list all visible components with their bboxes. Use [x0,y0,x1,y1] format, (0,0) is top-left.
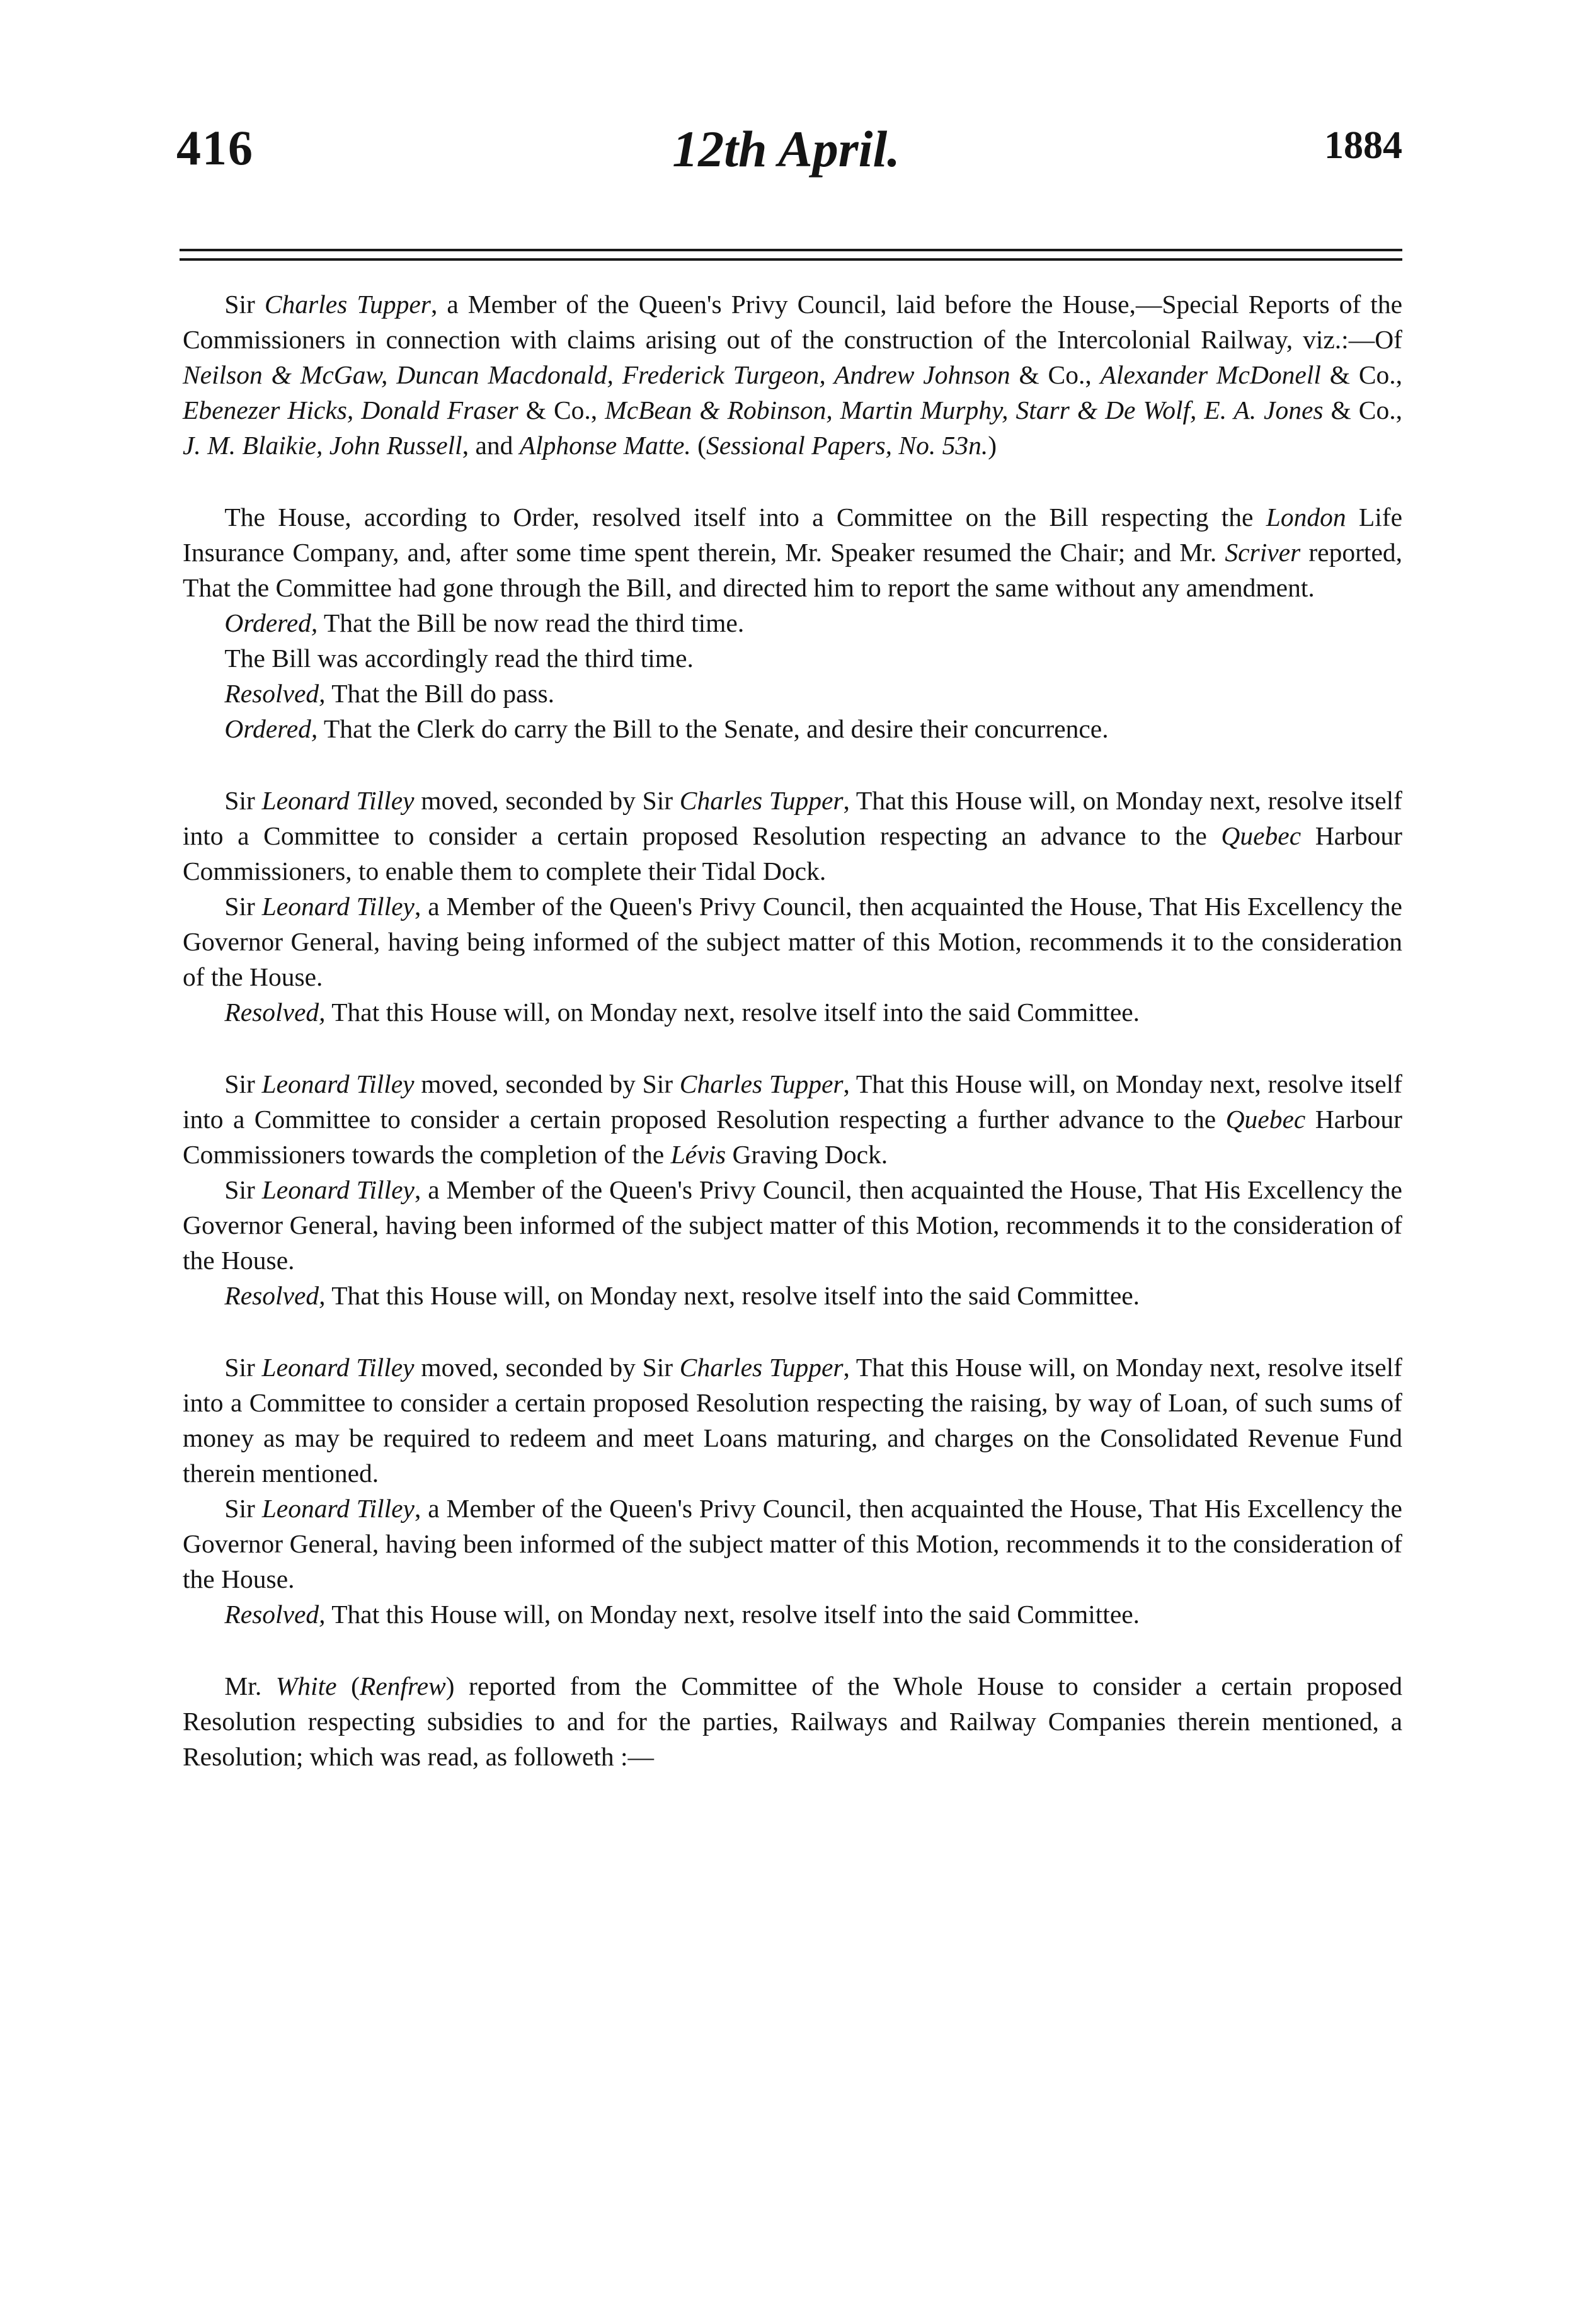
paragraph-motion-tidal-dock: Sir Leonard Tilley moved, seconded by Sir Charles Tupper, That this House will, on Monday next, resolve itself into a Committee to consider a certain proposed Resolution respecting an advance to the Quebec Harbour Commissioners, to enable them to complete their Tidal Dock. [183,786,1402,886]
paragraph-ordered-third-reading: Ordered, That the Bill be now read the third time. [224,608,745,637]
paragraph-motion-graving-dock: Sir Leonard Tilley moved, seconded by Sir Charles Tupper, That this House will, on Monday next, resolve itself into a Committee to consider a certain proposed Resolution respecting a further advance to the Quebec Harbour Commissioners towards the completion of the Lévis Graving Dock. [183,1069,1402,1169]
page-date: 12th April. [672,120,900,178]
header-rule-top [180,249,1402,251]
page-number: 416 [176,120,254,175]
paragraph-sessional-papers: Sir Charles Tupper, a Member of the Queen's Privy Council, laid before the House,—Special Reports of the Commissioners in connection with claims arising out of the construction of the Intercolonial Railway, viz.:—Of Neilson & McGaw, Duncan Macdonald, Frederick Turgeon, Andrew Johnson & Co., Alexander McDonell & Co., Ebenezer Hicks, Donald Fraser & Co., McBean & Robinson, Martin Murphy, Starr & De Wolf, E. A. Jones & Co., J. M. Blaikie, John Russell, and Alphonse Matte. (Sessional Papers, No. 53n.) [183,290,1402,460]
paragraph-ordered-senate: Ordered, That the Clerk do carry the Bill to the Senate, and desire their concurrence. [224,714,1109,743]
paragraph-recommendation-3: Sir Leonard Tilley, a Member of the Queen's Privy Council, then acquainted the House, That His Excellency the Governor General, having been informed of the subject matter of this Motion, recommends it to the consideration of the House. [183,1494,1402,1593]
paragraph-recommendation-1: Sir Leonard Tilley, a Member of the Queen's Privy Council, then acquainted the House, That His Excellency the Governor General, having being informed of the subject matter of this Motion, recommends it to the consideration of the House. [183,892,1402,991]
paragraph-resolved-3: Resolved, That this House will, on Monday next, resolve itself into the said Committee. [224,1600,1140,1629]
paragraph-committee-report: Mr. White (Renfrew) reported from the Committee of the Whole House to consider a certain proposed Resolution respecting subsidies to and for the parties, Railways and Railway Companies therein mentioned, a Resolution; which was read, as followeth :— [183,1672,1402,1771]
page-header [170,120,1402,189]
header-rule-bottom [180,258,1402,261]
paragraph-resolved-2: Resolved, That this House will, on Monday next, resolve itself into the said Committee. [224,1281,1140,1310]
paragraph-motion-loan: Sir Leonard Tilley moved, seconded by Sir Charles Tupper, That this House will, on Monday next, resolve itself into a Committee to consider a certain proposed Resolution respecting the raising, by way of Loan, of such sums of money as may be required to redeem and meet Loans maturing, and charges on the Consolidated Revenue Fund therein mentioned. [183,1353,1402,1488]
paragraph-committee-bill: The House, according to Order, resolved itself into a Committee on the Bill respecting the London Life Insurance Company, and, after some time spent therein, Mr. Speaker resumed the Chair; and Mr. Scriver reported, That the Committee had gone through the Bill, and directed him to report the same without any amendment. [183,503,1402,602]
page-year: 1884 [1324,124,1402,167]
paragraph-recommendation-2: Sir Leonard Tilley, a Member of the Queen's Privy Council, then acquainted the House, That His Excellency the Governor General, having been informed of the subject matter of this Motion, recommends it to the consideration of the House. [183,1175,1402,1275]
paragraph-bill-read: The Bill was accordingly read the third time. [224,644,694,673]
paragraph-resolved-1: Resolved, That this House will, on Monday next, resolve itself into the said Committee. [224,998,1140,1027]
journal-body [183,287,1402,1774]
paragraph-resolved-pass: Resolved, That the Bill do pass. [224,679,555,708]
